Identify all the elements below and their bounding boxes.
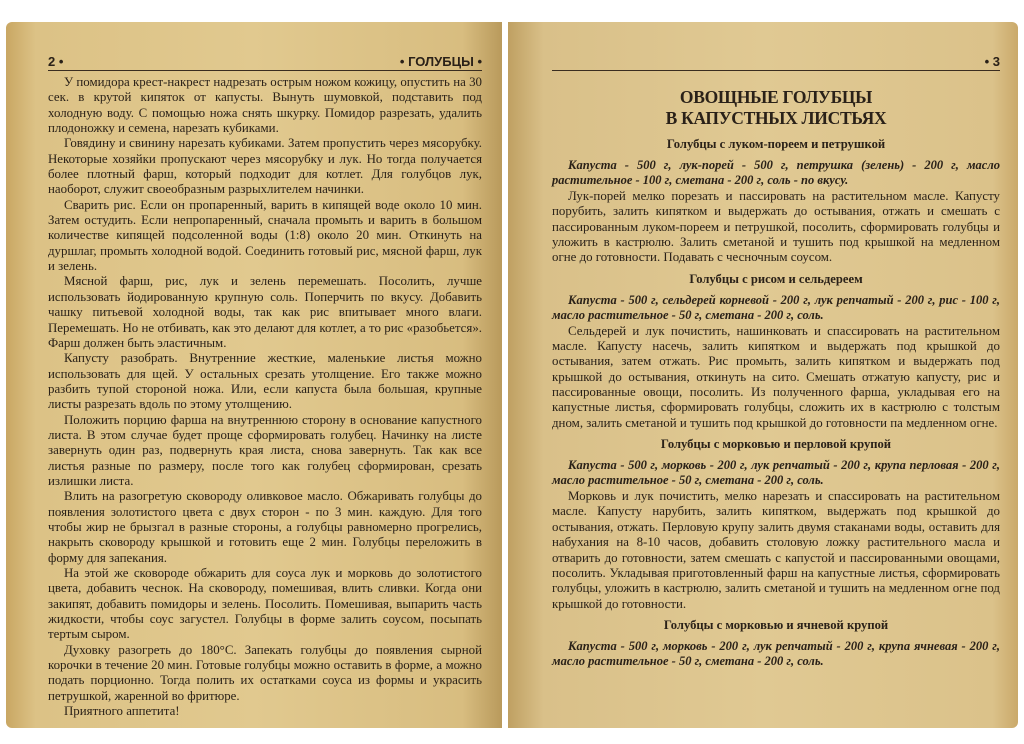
running-title: • ГОЛУБЦЫ • <box>399 54 482 69</box>
recipe-title: Голубцы с морковью и перловой крупой <box>660 437 892 452</box>
paragraph: Капусту разобрать. Внутренние жесткие, маленькие листья можно использовать для щей. У остальных срезать утолщение. Его также можно разбить тупой стороной ножа. Или, если капуста была большая, крупные листы разрезать вдоль по этому утолщению. <box>48 351 482 412</box>
recipe-ingredients: Капуста - 500 г, лук-порей - 500 г, петрушка (зелень) - 200 г, масло растительное - 100 г, сметана - 200 г, соль - по вкусу. <box>552 158 1000 187</box>
paragraph: На этой же сковороде обжарить для соуса лук и морковь до золотистого цвета, добавить чеснок. На сковороду, помешивая, влить сливки. Когда они закипят, добавить помидоры и зелень. Посолить. Помешивая, выпарить часть жидкости, чтобы соус загустел. Голубцы в форме залить соусом, посыпать тертым сыром. <box>48 566 482 642</box>
page-number: • 3 <box>984 54 1000 69</box>
right-page-header <box>552 54 1000 71</box>
recipe-method: Сельдерей и лук почистить, нашинковать и спассировать на растительном масле. Капусту насечь, залить кипятком и выдержать под крышкой до остывания, затем отжать. Рис промыть, залить кипятком и выдержать под крышкой до остывания, откинуть на сито. Смешать отжатую капусту, рис и пассированные овощи, посолить. Из полученного фарша, укладывая его на капустные листья, сформировать голубцы, сложить их в кастрюлю с толстым дном, залить сметаной и тушить под крышкой до готовности па медленном огне. <box>552 323 1000 430</box>
paragraph: Сварить рис. Если он пропаренный, варить в кипящей воде около 10 мин. Затем остудить. Если непропаренный, сначала промыть и варить в большом количестве кипящей подсоленной воды (1:8) около 20 мин. Откинуть на дуршлаг, промыть холодной водой. Соединить готовый рис, мясной фарш, лук и зелень. <box>48 197 482 274</box>
paragraph: Мясной фарш, рис, лук и зелень перемешать. Посолить, лучше использовать йодированную крупную соль. Поперчить по вкусу. Добавить чашку питьевой холодной воды, так как рис впитывает много влаги. Перемешать. Но не отбивать, как это делают для котлет, а то рис «разобьется». Фарш должен быть эластичным. <box>48 274 482 350</box>
recipe-ingredients: Капуста - 500 г, сельдерей корневой - 200 г, лук репчатый - 200 г, рис - 100 г, масло растительное - 50 г, сметана - 200 г, соль. <box>552 292 1000 322</box>
paragraph: Духовку разогреть до 180°С. Запекать голубцы до появления сырной корочки в течение 20 мин. Готовые голубцы можно оставить в форме, а можно подать порционно. Тогда полить их остатками соуса из формы и украсить петрушкой, жаренной во фритюре. <box>48 642 482 703</box>
left-page <box>6 22 502 728</box>
section-title-line: ОВОЩНЫЕ ГОЛУБЦЫ <box>679 87 873 107</box>
recipe-method: Лук-порей мелко порезать и пассировать на растительном масле. Капусту порубить, залить кипятком и выдержать до остывания, отжать и смешать с пассированным луком-пореем и петрушкой, посолить, сформировать голубцы и уложить в кастрюлю. Залить сметаной и тушить под крышкой на медленном огне до готовности. Подавать с чесночным соусом. <box>552 189 1000 265</box>
recipe-title: Голубцы с луком-пореем и петрушкой <box>666 137 886 151</box>
page-number: 2 • <box>48 54 64 69</box>
paragraph: Говядину и свинину нарезать кубиками. Затем пропустить через мясорубку. Некоторые хозяйки пропускают через мясорубку и лук. Но тогда получается более плотный фарш, который подходит для котлет. Для голубцов лук, наоборот, служит своеобразным разрыхлителем начинки. <box>48 136 482 197</box>
recipe-ingredients: Капуста - 500 г, морковь - 200 г, лук репчатый - 200 г, крупа перловая - 200 г, масло растительное - 50 г, сметана - 200 г, соль. <box>552 458 1000 488</box>
paragraph: Влить на разогретую сковороду оливковое масло. Обжаривать голубцы до появления золотистого цвета с двух сторон - по 3 мин. каждую. Для того чтобы жир не брызгал в разные стороны, а голубцы равномерно прогрелись, накрыть сковороду крышкой и готовить еще 2 мин. Голубцы переложить в форму для запекания. <box>48 489 482 565</box>
recipe-title: Голубцы с морковью и ячневой крупой <box>663 617 889 632</box>
recipe-ingredients: Капуста - 500 г, морковь - 200 г, лук репчатый - 200 г, крупа ячневая - 200 г, масло растительное - 50 г, сметана - 200 г, соль. <box>552 638 1000 668</box>
section-title <box>552 87 1000 129</box>
recipe-method: Морковь и лук почистить, мелко нарезать и спассировать на растительном масле. Капусту нарубить, залить кипятком, выдержать под крышкой до остывания, отжать. Перловую крупу залить двумя стаканами воды, оставить для набухания на 8-10 часов, добавить столовую ложку растительного масла и отварить до готовности, затем смешать с капустой и пассированными овощами, посолить. Укладывая приготовленный фарш на капустные листья, сформировать голубцы, уложить в кастрюлю, залить сметаной и тушить на медленном огне под крышкой до готовности. <box>552 489 1000 611</box>
right-page <box>508 22 1018 728</box>
paragraph: Положить порцию фарша на внутреннюю сторону в основание капустного листа. В этом случае будет проще сформировать голубец. Начинку на листе завернуть один раз, подвернуть края листа, снова завернуть. Так как все листья разные по размеру, после того как голубец сформирован, срезать излишки листа. <box>48 412 482 488</box>
left-page-header <box>48 54 482 71</box>
section-title-line: В КАПУСТНЫХ ЛИСТЬЯХ <box>665 108 887 128</box>
paragraph: У помидора крест-накрест надрезать острым ножом кожицу, опустить на 30 сек. в крутой кипяток от капусты. Вынуть шумовкой, подставить под холодную воду. С помощью ножа снять шкурку. Помидор разрезать, удалить плодоножку и семена, нарезать кубиками. <box>48 75 482 136</box>
recipe-title: Голубцы с рисом и сельдереем <box>689 271 863 286</box>
closing-line: Приятного аппетита! <box>64 704 180 719</box>
